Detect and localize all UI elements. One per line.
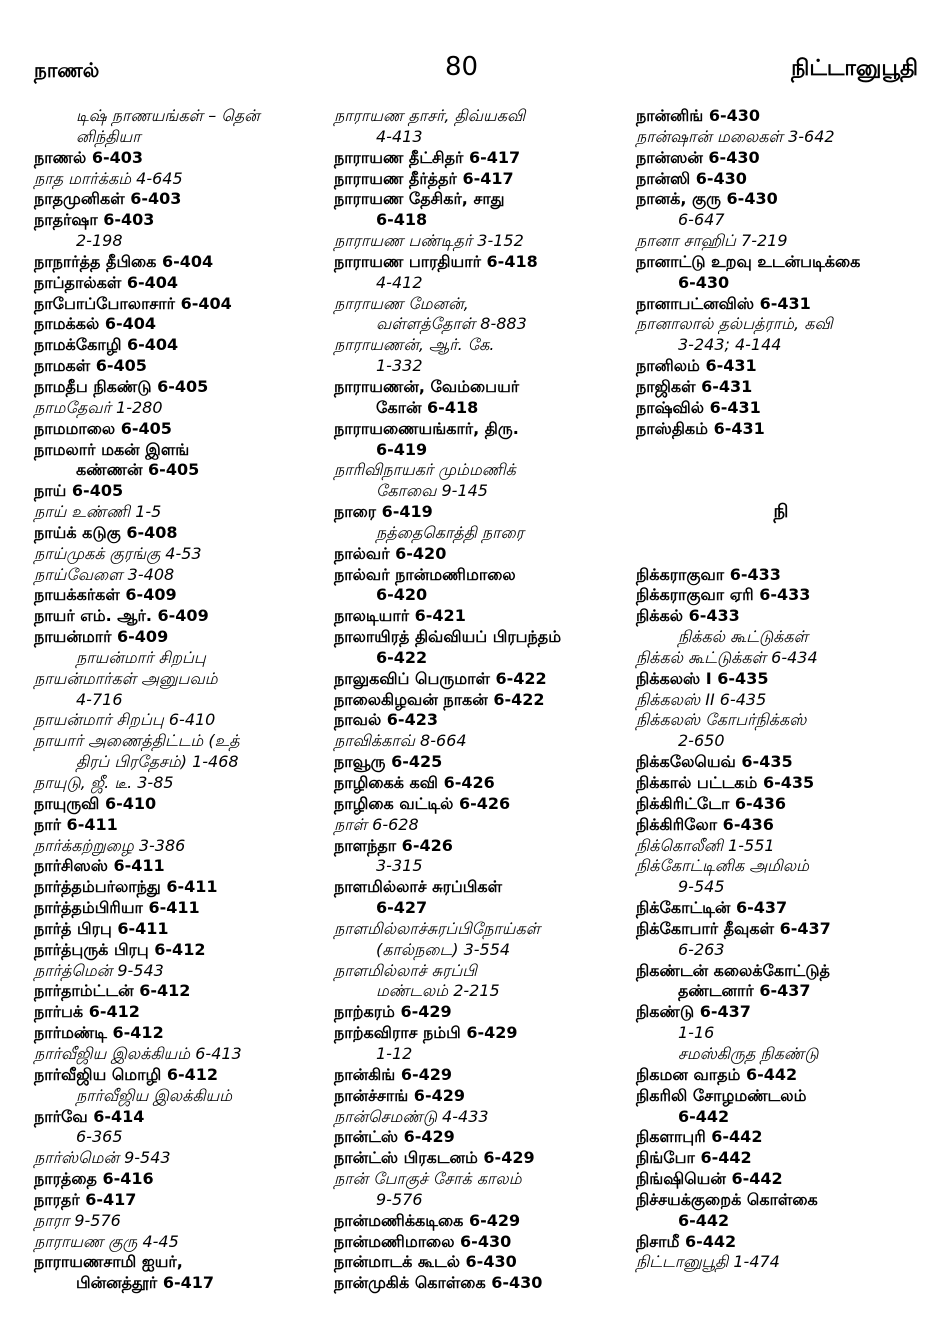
index-entry: நாராயண தீர்த்தர் 6-417 bbox=[334, 168, 514, 188]
index-entry: நிக்கலேயெவ் 6-435 bbox=[636, 752, 793, 772]
index-entry: நான்ச்சாங் 6-429 bbox=[334, 1085, 465, 1105]
index-entry: நார்பக் 6-412 bbox=[34, 1002, 140, 1022]
index-entry: நத்தைகொத்தி நாரை bbox=[376, 522, 524, 542]
index-entry: நானாலால் தல்பத்ராம், கவி bbox=[636, 314, 833, 334]
index-entry: நாற்கரம் 6-429 bbox=[334, 1002, 452, 1022]
index-entry: தண்டனார் 6-437 bbox=[678, 981, 811, 1001]
index-entry: நார்வீஜிய மொழி 6-412 bbox=[34, 1064, 219, 1084]
index-entry: நார்வீஜிய இலக்கியம் bbox=[76, 1085, 233, 1105]
index-entry: நிகண்டன் கலைக்கோட்டுத் bbox=[636, 960, 830, 980]
index-entry: நான் போகுச் சோக் காலம் bbox=[334, 1169, 522, 1189]
index-entry: நாலாயிரத் திவ்வியப் பிரபந்தம் bbox=[334, 627, 562, 647]
index-entry: நிக்கல் 6-433 bbox=[636, 606, 740, 626]
blank-line bbox=[636, 523, 926, 544]
index-entry: கோன் 6-418 bbox=[376, 397, 479, 417]
index-entry: வள்ளத்தோள் 8-883 bbox=[376, 314, 527, 334]
section-letter-heading: நி bbox=[773, 501, 789, 523]
index-entry: நாமகள் 6-405 bbox=[34, 356, 147, 376]
index-entry: நாமலார் மகன் இளங் bbox=[34, 439, 190, 459]
index-column-2 bbox=[334, 106, 626, 1294]
index-entry: நாமமாலை 6-405 bbox=[34, 418, 172, 438]
index-entry: னிந்தியா bbox=[76, 126, 141, 146]
index-entry: நாளமில்லாச் சுரப்பி bbox=[334, 960, 477, 980]
index-entry: நாழிகைக் கவி 6-426 bbox=[334, 773, 495, 792]
index-entry: நாமதேவர் 1-280 bbox=[34, 397, 163, 417]
index-entry: 6-263 bbox=[678, 939, 725, 959]
index-entry: நான்ட்ஸ் 6-429 bbox=[334, 1127, 455, 1147]
index-entry: நிகமன வாதம் 6-442 bbox=[636, 1064, 798, 1084]
index-entry: நிக்கல் கூட்டுக்கள் bbox=[678, 627, 809, 647]
index-entry: நாமக்கல் 6-404 bbox=[34, 314, 156, 334]
index-entry: நார்சிஸஸ் 6-411 bbox=[34, 856, 165, 876]
index-entry: நிக்கால் பட்டகம் 6-435 bbox=[636, 773, 815, 792]
index-entry: நான்கிங் 6-429 bbox=[334, 1064, 453, 1084]
blank-line bbox=[636, 544, 926, 565]
index-entry: நிங்போ 6-442 bbox=[636, 1148, 752, 1168]
index-entry: 1-16 bbox=[678, 1023, 715, 1043]
index-entry: நாவூரு 6-425 bbox=[334, 752, 443, 772]
index-entry: நாவல் 6-423 bbox=[334, 710, 438, 730]
index-entry: 6-442 bbox=[678, 1210, 730, 1230]
blank-line bbox=[636, 481, 926, 502]
index-entry: 4-413 bbox=[376, 126, 423, 146]
index-column-1 bbox=[34, 106, 324, 1294]
index-entry: 6-647 bbox=[678, 210, 725, 230]
index-entry: நாணல் 6-403 bbox=[34, 147, 144, 167]
index-entry: நிக்கோட்டின் 6-437 bbox=[636, 898, 788, 918]
index-entry: நிக்கலஸ் II 6-435 bbox=[636, 689, 767, 709]
index-entry: நிக்கராகுவா ஏரி 6-433 bbox=[636, 585, 811, 605]
index-entry: நாப்தால்கள் 6-404 bbox=[34, 272, 179, 292]
index-entry: நாளந்தா 6-426 bbox=[334, 835, 453, 855]
index-entry: நாராயண பாரதியார் 6-418 bbox=[334, 251, 538, 271]
index-entry: நாராயண தாசர், திவ்யகவி bbox=[334, 106, 526, 125]
index-entry: நானா சாஹிப் 7-219 bbox=[636, 231, 788, 251]
index-entry: நாராயணன், ஆர். கே. bbox=[334, 335, 495, 355]
index-entry: 6-419 bbox=[376, 439, 428, 459]
index-entry: நாஷ்வில் 6-431 bbox=[636, 397, 761, 417]
index-entry: 6-430 bbox=[678, 272, 730, 292]
index-entry: நாயக்கர்கள் 6-409 bbox=[34, 585, 177, 605]
index-entry: நான்மணிமாலை 6-430 bbox=[334, 1231, 512, 1251]
index-entry: நாரிவிநாயகர் மும்மணிக் bbox=[334, 460, 516, 480]
index-entry: சமஸ்கிருத நிகண்டு bbox=[678, 1043, 819, 1063]
index-entry: நானாட்டு உறவு உடன்படிக்கை bbox=[636, 251, 861, 271]
index-entry: 1-332 bbox=[376, 356, 423, 376]
index-entry: நாயன்மார் சிறப்பு bbox=[76, 647, 206, 667]
index-entry: 6-442 bbox=[678, 1106, 730, 1126]
index-entry: நாநார்த்த தீபிகை 6-404 bbox=[34, 251, 214, 271]
index-entry: நாதமுனிகள் 6-403 bbox=[34, 189, 182, 209]
index-entry: நான்ஸி 6-430 bbox=[636, 168, 747, 188]
index-entry: நிக்கோபார் தீவுகள் 6-437 bbox=[636, 918, 831, 938]
index-entry: நான்ஷான் மலைகள் 3-642 bbox=[636, 126, 835, 146]
index-entry: நாமக்கோழி 6-404 bbox=[34, 335, 179, 355]
index-entry: நான்ஸன் 6-430 bbox=[636, 147, 760, 167]
index-entry: நார்த்தம்பிரியா 6-411 bbox=[34, 898, 200, 918]
index-entry: நாய்வேளை 3-408 bbox=[34, 564, 175, 584]
index-entry: நாராயணசாமி ஐயர், bbox=[34, 1252, 183, 1272]
index-entry: 6-420 bbox=[376, 585, 428, 605]
index-entry: மண்டலம் 2-215 bbox=[376, 981, 500, 1001]
index-entry: நாராயணன், வேம்பையர் bbox=[334, 376, 520, 396]
index-entry: நாராயண மேனன், bbox=[334, 293, 469, 313]
index-entry: நால்வர் நான்மணிமாலை bbox=[334, 564, 516, 584]
index-entry: 4-716 bbox=[76, 689, 123, 709]
index-entry: 3-243; 4-144 bbox=[678, 335, 782, 355]
index-entry: நார்த்புருக் பிரபு 6-412 bbox=[34, 939, 206, 959]
index-entry: நாரதர் 6-417 bbox=[34, 1189, 137, 1209]
index-entry: 6-418 bbox=[376, 210, 428, 230]
index-entry: நார்த்மென் 9-543 bbox=[34, 960, 164, 980]
index-entry: நாய்முகக் குரங்கு 4-53 bbox=[34, 543, 202, 563]
index-entry: டிஷ் நாணயங்கள் – தென் bbox=[76, 106, 260, 125]
index-entry: நாரா 9-576 bbox=[34, 1210, 121, 1230]
index-entry: 4-412 bbox=[376, 272, 423, 292]
index-entry: நாராயணையங்கார், திரு. bbox=[334, 418, 519, 438]
index-entry: நான்செமண்டு 4-433 bbox=[334, 1106, 489, 1126]
index-column-3 bbox=[636, 106, 926, 1273]
index-entry: 1-12 bbox=[376, 1043, 413, 1063]
index-entry: பின்னத்தூர் 6-417 bbox=[76, 1273, 215, 1293]
index-entry: நார்க்கற்றுழை 3-386 bbox=[34, 835, 186, 855]
index-entry: நாயார் அணைத்திட்டம் (உத் bbox=[34, 731, 240, 751]
page-header bbox=[0, 52, 940, 92]
index-entry: கோவை 9-145 bbox=[376, 481, 488, 501]
index-entry: நாஸ்திகம் 6-431 bbox=[636, 418, 765, 438]
index-entry: நாவிக்காவ் 8-664 bbox=[334, 731, 467, 751]
index-entry: நாராயண பண்டிதர் 3-152 bbox=[334, 231, 524, 251]
index-entry: நிசாமீ 6-442 bbox=[636, 1231, 737, 1251]
index-entry: நாயன்மார் 6-409 bbox=[34, 627, 169, 647]
index-entry: நாய் உண்ணி 1-5 bbox=[34, 502, 162, 522]
index-entry: நான்மாடக் கூடல் 6-430 bbox=[334, 1252, 517, 1272]
index-entry: நிகண்டு 6-437 bbox=[636, 1002, 751, 1022]
index-entry: நிக்கிரிலோ 6-436 bbox=[636, 814, 774, 834]
index-entry: 2-198 bbox=[76, 231, 123, 251]
index-entry: நிக்கல் கூட்டுக்கள் 6-434 bbox=[636, 647, 818, 667]
index-entry: நான்முகிக் கொள்கை 6-430 bbox=[334, 1273, 543, 1293]
index-entry: நிகளாபுரி 6-442 bbox=[636, 1127, 763, 1147]
index-entry: நாபோப்போலாசார் 6-404 bbox=[34, 293, 232, 313]
running-head-right: நிட்டானுபூதி bbox=[791, 56, 918, 81]
index-entry: நாலடியார் 6-421 bbox=[334, 606, 466, 626]
index-entry: நார்ஸ்மென் 9-543 bbox=[34, 1148, 171, 1168]
index-entry: நாலைகிழவன் நாகன் 6-422 bbox=[334, 689, 545, 709]
index-entry: நிகரிலி சோழமண்டலம் bbox=[636, 1085, 807, 1105]
index-entry: நாராயண தீட்சிதர் 6-417 bbox=[334, 147, 521, 167]
blank-line bbox=[636, 440, 926, 461]
running-head-left: நாணல் bbox=[34, 58, 100, 82]
index-entry: நார்த் பிரபு 6-411 bbox=[34, 918, 169, 938]
index-entry: 3-315 bbox=[376, 856, 423, 876]
index-entry: நிக்கலஸ் கோபர்நிக்கஸ் bbox=[636, 710, 807, 730]
index-entry: (கால்நடை) 3-554 bbox=[376, 939, 511, 959]
index-entry: நாஜிகள் 6-431 bbox=[636, 376, 753, 396]
index-entry: நாயன்மார்கள் அனுபவம் bbox=[34, 668, 218, 688]
index-entry: திரப் பிரதேசம்) 1-468 bbox=[76, 752, 239, 772]
index-entry: நானக், குரு 6-430 bbox=[636, 189, 778, 209]
index-entry: நான்மணிக்கடிகை 6-429 bbox=[334, 1210, 521, 1230]
blank-line bbox=[636, 460, 926, 481]
index-entry: நாய்க் கடுகு 6-408 bbox=[34, 522, 178, 542]
index-entry: நான்னிங் 6-430 bbox=[636, 106, 761, 125]
index-entry: நாளமில்லாச் சுரப்பிகள் bbox=[334, 877, 503, 897]
index-entry: நார்வீஜிய இலக்கியம் 6-413 bbox=[34, 1043, 242, 1063]
index-entry: 2-650 bbox=[678, 731, 725, 751]
index-entry: நிக்கோட்டினிக அமிலம் bbox=[636, 856, 810, 876]
index-entry: நாராயண தேசிகர், சாது bbox=[334, 189, 505, 209]
page-number: 80 bbox=[445, 52, 479, 82]
index-entry: நானாபட்னவிஸ் 6-431 bbox=[636, 293, 811, 313]
index-entry: 6-422 bbox=[376, 647, 428, 667]
index-entry: நிட்டானுபூதி 1-474 bbox=[636, 1252, 780, 1272]
index-entry: நாய் 6-405 bbox=[34, 481, 124, 501]
index-entry: நார்வே 6-414 bbox=[34, 1106, 145, 1126]
index-entry: நார் 6-411 bbox=[34, 814, 118, 834]
index-entry: நாயுருவி 6-410 bbox=[34, 793, 157, 813]
index-entry: நாதர்ஷா 6-403 bbox=[34, 210, 155, 230]
index-entry: நால்வர் 6-420 bbox=[334, 543, 447, 563]
index-entry: நாயுடு, ஜீ. டீ. 3-85 bbox=[34, 773, 174, 792]
index-entry: நாரத்தை 6-416 bbox=[34, 1169, 154, 1189]
index-entry: நிக்கொலீனி 1-551 bbox=[636, 835, 775, 855]
index-entry: 9-576 bbox=[376, 1189, 423, 1209]
index-entry: நாயன்மார் சிறப்பு 6-410 bbox=[34, 710, 216, 730]
index-entry: நாழிகை வட்டில் 6-426 bbox=[334, 793, 511, 813]
index-entry: நார்மண்டி 6-412 bbox=[34, 1023, 164, 1043]
index-entry: நாலுகவிப் பெருமாள் 6-422 bbox=[334, 668, 547, 688]
index-entry: நாயர் எம். ஆர். 6-409 bbox=[34, 606, 209, 626]
index-entry: நிக்கராகுவா 6-433 bbox=[636, 564, 781, 584]
index-entry: நாள் 6-628 bbox=[334, 814, 419, 834]
index-entry: நிக்கிரிட்டோ 6-436 bbox=[636, 793, 787, 813]
index-entry: நாளமில்லாச்சுரப்பிநோய்கள் bbox=[334, 918, 541, 938]
index-entry: நார்த்தம்பர்லாந்து 6-411 bbox=[34, 877, 218, 897]
index-entry: நாத மார்க்கம் 4-645 bbox=[34, 168, 183, 188]
index-entry: நிங்ஷியென் 6-442 bbox=[636, 1169, 783, 1189]
index-entry: நிக்கலஸ் I 6-435 bbox=[636, 668, 769, 688]
index-entry: 6-365 bbox=[76, 1127, 123, 1147]
index-entry: 9-545 bbox=[678, 877, 725, 897]
index-entry: 6-427 bbox=[376, 898, 428, 918]
index-entry: நாரை 6-419 bbox=[334, 502, 433, 522]
index-entry: நாற்கவிராச நம்பி 6-429 bbox=[334, 1023, 518, 1043]
index-entry: கண்ணன் 6-405 bbox=[76, 460, 200, 480]
index-entry: நார்தாம்ட்டன் 6-412 bbox=[34, 981, 191, 1001]
index-entry: நான்ட்ஸ் பிரகடனம் 6-429 bbox=[334, 1148, 535, 1168]
index-entry: நாமதீப நிகண்டு 6-405 bbox=[34, 376, 209, 396]
index-entry: நாராயண குரு 4-45 bbox=[34, 1231, 179, 1251]
index-entry: நிச்சயக்குறைக் கொள்கை bbox=[636, 1189, 818, 1209]
index-entry: நானிலம் 6-431 bbox=[636, 356, 757, 376]
